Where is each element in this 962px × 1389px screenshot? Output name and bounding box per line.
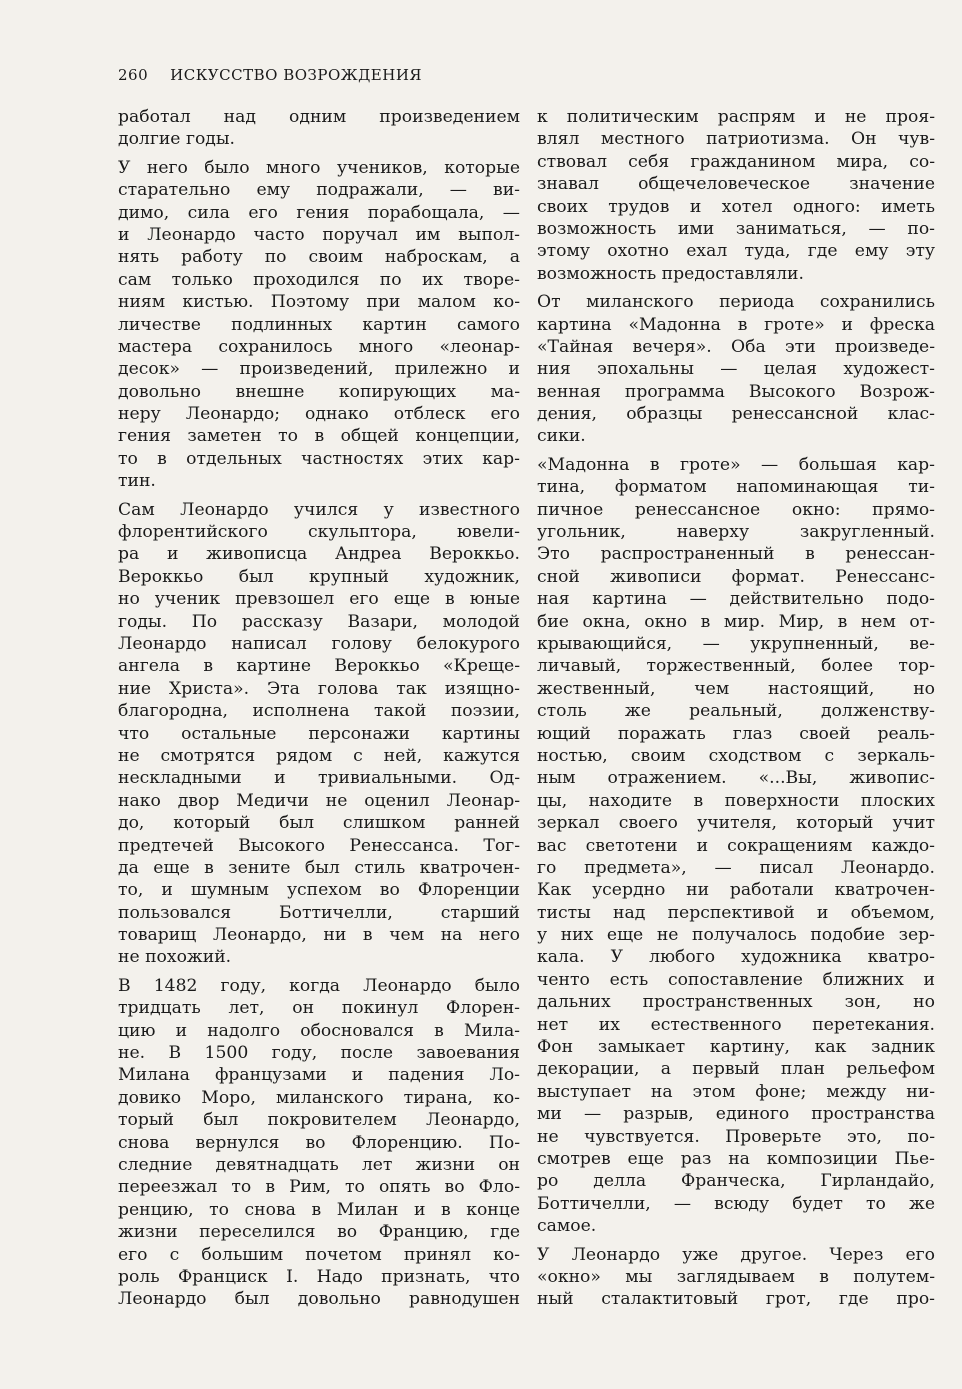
text-line: Вероккьо был крупный художник, bbox=[118, 566, 520, 587]
text-line: ствовал себя гражданином мира, со- bbox=[537, 151, 935, 172]
text-line: возможность предоставляли. bbox=[537, 263, 804, 284]
text-line: цию и надолго обосновался в Мила- bbox=[118, 1020, 520, 1041]
text-line: От миланского периода сохранились bbox=[537, 292, 935, 313]
text-line: роль Франциск I. Надо признать, что bbox=[118, 1266, 520, 1287]
text-line: кала. У любого художника кватро- bbox=[537, 947, 935, 968]
text-line: ния эпохальны — целая художест- bbox=[537, 359, 935, 380]
text-line: торый был покровителем Леонардо, bbox=[118, 1110, 520, 1131]
text-line: да еще в зените был стиль кватрочен- bbox=[118, 857, 520, 878]
text-line: сики. bbox=[537, 426, 586, 447]
text-line: сной живописи формат. Ренессанс- bbox=[537, 566, 935, 587]
text-line: знавал общечеловеческое значение bbox=[537, 174, 935, 195]
text-line: димо, сила его гения порабощала, — bbox=[118, 202, 520, 223]
text-line: личавый, торжественный, более тор- bbox=[537, 656, 935, 677]
text-line: предтечей Высокого Ренессанса. Тог- bbox=[118, 835, 520, 856]
text-line: столь же реальный, долженству- bbox=[537, 701, 935, 722]
text-line: десок» — произведений, прилежно и bbox=[118, 359, 520, 380]
text-line: Милана французами и падения Ло- bbox=[118, 1065, 520, 1086]
text-line: декорации, а первый план рельефом bbox=[537, 1059, 935, 1080]
text-line: Это распространенный в ренессан- bbox=[537, 544, 935, 565]
text-line: Леонардо был довольно равнодушен bbox=[118, 1289, 520, 1310]
text-line: неру Леонардо; однако отблеск его bbox=[118, 404, 520, 425]
text-line: не похожий. bbox=[118, 947, 232, 968]
text-line: сам только проходился по их творе- bbox=[118, 269, 520, 290]
text-line: ниям кистью. Поэтому при малом ко- bbox=[118, 292, 520, 313]
text-line: его с большим почетом принял ко- bbox=[118, 1244, 520, 1265]
text-line: Боттичелли, — всюду будет то же bbox=[537, 1193, 935, 1214]
text-line: крывающийся, — укрупненный, ве- bbox=[537, 633, 935, 654]
text-line: не чувствуется. Проверьте это, по- bbox=[537, 1126, 935, 1147]
text-line: и Леонардо часто поручал им выпол- bbox=[118, 224, 520, 245]
text-line: переезжал то в Рим, то опять во Фло- bbox=[118, 1177, 520, 1198]
text-line: «окно» мы заглядываем в полутем- bbox=[537, 1266, 935, 1287]
text-line: не. В 1500 году, после завоевания bbox=[118, 1043, 520, 1064]
text-line: своих трудов и хотел одного: иметь bbox=[537, 196, 935, 217]
text-line: у них еще не получалось подобие зер- bbox=[537, 925, 935, 946]
text-line: флорентийского скульптора, ювели- bbox=[118, 522, 520, 543]
text-line: Как усердно ни работали кватрочен- bbox=[537, 880, 935, 901]
text-line: ностью, своим сходством с зеркаль- bbox=[537, 745, 935, 766]
text-line: товарищ Леонардо, ни в чем на него bbox=[118, 925, 520, 946]
text-line: то в отдельных частностях этих кар- bbox=[118, 448, 520, 469]
text-line: самое. bbox=[537, 1216, 597, 1237]
text-line: тисты над перспективой и объемом, bbox=[537, 902, 935, 923]
text-line: Фон замыкает картину, как задник bbox=[537, 1037, 935, 1058]
page-number: 260 bbox=[118, 66, 149, 84]
text-line: ми — разрыв, единого пространства bbox=[537, 1104, 935, 1125]
text-line: годы. По рассказу Вазари, молодой bbox=[118, 611, 520, 632]
text-line: мастера сохранилось много «леонар- bbox=[118, 336, 520, 357]
text-line: не смотрятся рядом с ней, кажутся bbox=[118, 745, 520, 766]
text-line: то, и шумным успехом во Флоренции bbox=[118, 880, 520, 901]
running-head bbox=[118, 66, 422, 84]
text-line: но ученик превзошел его еще в юные bbox=[118, 589, 520, 610]
text-line: Леонардо написал голову белокурого bbox=[118, 633, 520, 654]
text-line: дения, образцы ренессансной клас- bbox=[537, 404, 935, 425]
text-line: ченто есть сопоставление ближних и bbox=[537, 969, 935, 990]
text-line: ющий поражать глаз своей реаль- bbox=[537, 723, 935, 744]
paragraph bbox=[537, 454, 935, 1238]
text-line: до, который был слишком ранней bbox=[118, 813, 520, 834]
paragraph bbox=[118, 157, 520, 493]
text-line: что остальные персонажи картины bbox=[118, 723, 520, 744]
text-line: тридцать лет, он покинул Флорен- bbox=[118, 998, 520, 1019]
text-line: В 1482 году, когда Леонардо было bbox=[118, 975, 520, 996]
text-line: этому охотно ехал туда, где ему эту bbox=[537, 241, 935, 262]
text-line: нет их естественного перетекания. bbox=[537, 1014, 935, 1035]
text-line: ангела в картине Вероккьо «Креще- bbox=[118, 656, 520, 677]
text-line: следние девятнадцать лет жизни он bbox=[118, 1154, 520, 1175]
text-line: венная программа Высокого Возрож- bbox=[537, 381, 935, 402]
paragraph bbox=[537, 106, 935, 285]
text-line: довольно внешне копирующих ма- bbox=[118, 381, 520, 402]
paragraph bbox=[118, 499, 520, 969]
text-line: Сам Леонардо учился у известного bbox=[118, 499, 520, 520]
text-line: к политическим распрям и не проя- bbox=[537, 107, 935, 127]
text-line: бие окна, окно в мир. Мир, в нем от- bbox=[537, 611, 935, 632]
text-line: смотрев еще раз на композиции Пье- bbox=[537, 1148, 935, 1169]
text-line: жественный, чем настоящий, но bbox=[537, 678, 935, 699]
paragraph bbox=[118, 975, 520, 1311]
text-line: влял местного патриотизма. Он чув- bbox=[537, 129, 935, 150]
paragraph bbox=[118, 106, 520, 151]
text-line: У Леонардо уже другое. Через его bbox=[537, 1244, 935, 1265]
paragraph bbox=[537, 291, 935, 448]
text-line: картина «Мадонна в гроте» и фреска bbox=[537, 314, 935, 335]
text-line: гения заметен то в общей концепции, bbox=[118, 426, 520, 447]
text-line: нескладными и тривиальными. Од- bbox=[118, 768, 520, 789]
text-line: довико Моро, миланского тирана, ко- bbox=[118, 1087, 520, 1108]
text-line: ным отражением. «...Вы, живопис- bbox=[537, 768, 935, 789]
text-line: тина, форматом напоминающая ти- bbox=[537, 477, 935, 498]
text-line: пичное ренессансное окно: прямо- bbox=[537, 499, 935, 520]
text-line: ный сталактитовый грот, где про- bbox=[537, 1289, 935, 1310]
text-line: снова вернулся во Флоренцию. По- bbox=[118, 1132, 520, 1153]
text-line: личестве подлинных картин самого bbox=[118, 314, 520, 335]
text-line: ная картина — действительно подо- bbox=[537, 589, 935, 610]
text-line: благородна, исполнена такой поэзии, bbox=[118, 701, 520, 722]
paragraph bbox=[537, 1244, 935, 1311]
text-line: «Мадонна в гроте» — большая кар- bbox=[537, 454, 935, 475]
text-line: ренцию, то снова в Милан и в конце bbox=[118, 1199, 520, 1220]
text-line: У него было много учеников, которые bbox=[118, 157, 520, 178]
text-line: работал над одним произведением bbox=[118, 107, 520, 127]
text-line: ро делла Франческа, Гирландайо, bbox=[537, 1171, 935, 1192]
text-line: старательно ему подражали, — ви- bbox=[118, 180, 520, 201]
text-line: угольник, наверху закругленный. bbox=[537, 522, 935, 543]
text-line: выступает на этом фоне; между ни- bbox=[537, 1081, 935, 1102]
text-line: жизни переселился во Францию, где bbox=[118, 1222, 520, 1243]
text-line: вас светотени и сокращениям каждо- bbox=[537, 835, 935, 856]
text-line: го предмета», — писал Леонардо. bbox=[537, 857, 935, 878]
text-line: тин. bbox=[118, 471, 156, 492]
text-line: нако двор Медичи не оценил Леонар- bbox=[118, 790, 520, 811]
text-column-right bbox=[537, 106, 935, 1311]
text-line: ние Христа». Эта голова так изящно- bbox=[118, 678, 520, 699]
text-line: долгие годы. bbox=[118, 129, 236, 150]
text-line: дальних пространственных зон, но bbox=[537, 992, 935, 1013]
text-line: ра и живописца Андреа Вероккьо. bbox=[118, 544, 520, 565]
text-line: зеркал своего учителя, который учит bbox=[537, 813, 935, 834]
text-line: цы, находите в поверхности плоских bbox=[537, 790, 935, 811]
text-column-left bbox=[118, 106, 520, 1311]
section-title: ИСКУССТВО ВОЗРОЖДЕНИЯ bbox=[170, 66, 423, 84]
text-line: нять работу по своим наброскам, а bbox=[118, 247, 520, 268]
text-line: «Тайная вечеря». Оба эти произведе- bbox=[537, 336, 935, 357]
text-line: пользовался Боттичелли, старший bbox=[118, 902, 520, 923]
text-line: возможность ими заниматься, — по- bbox=[537, 218, 935, 239]
